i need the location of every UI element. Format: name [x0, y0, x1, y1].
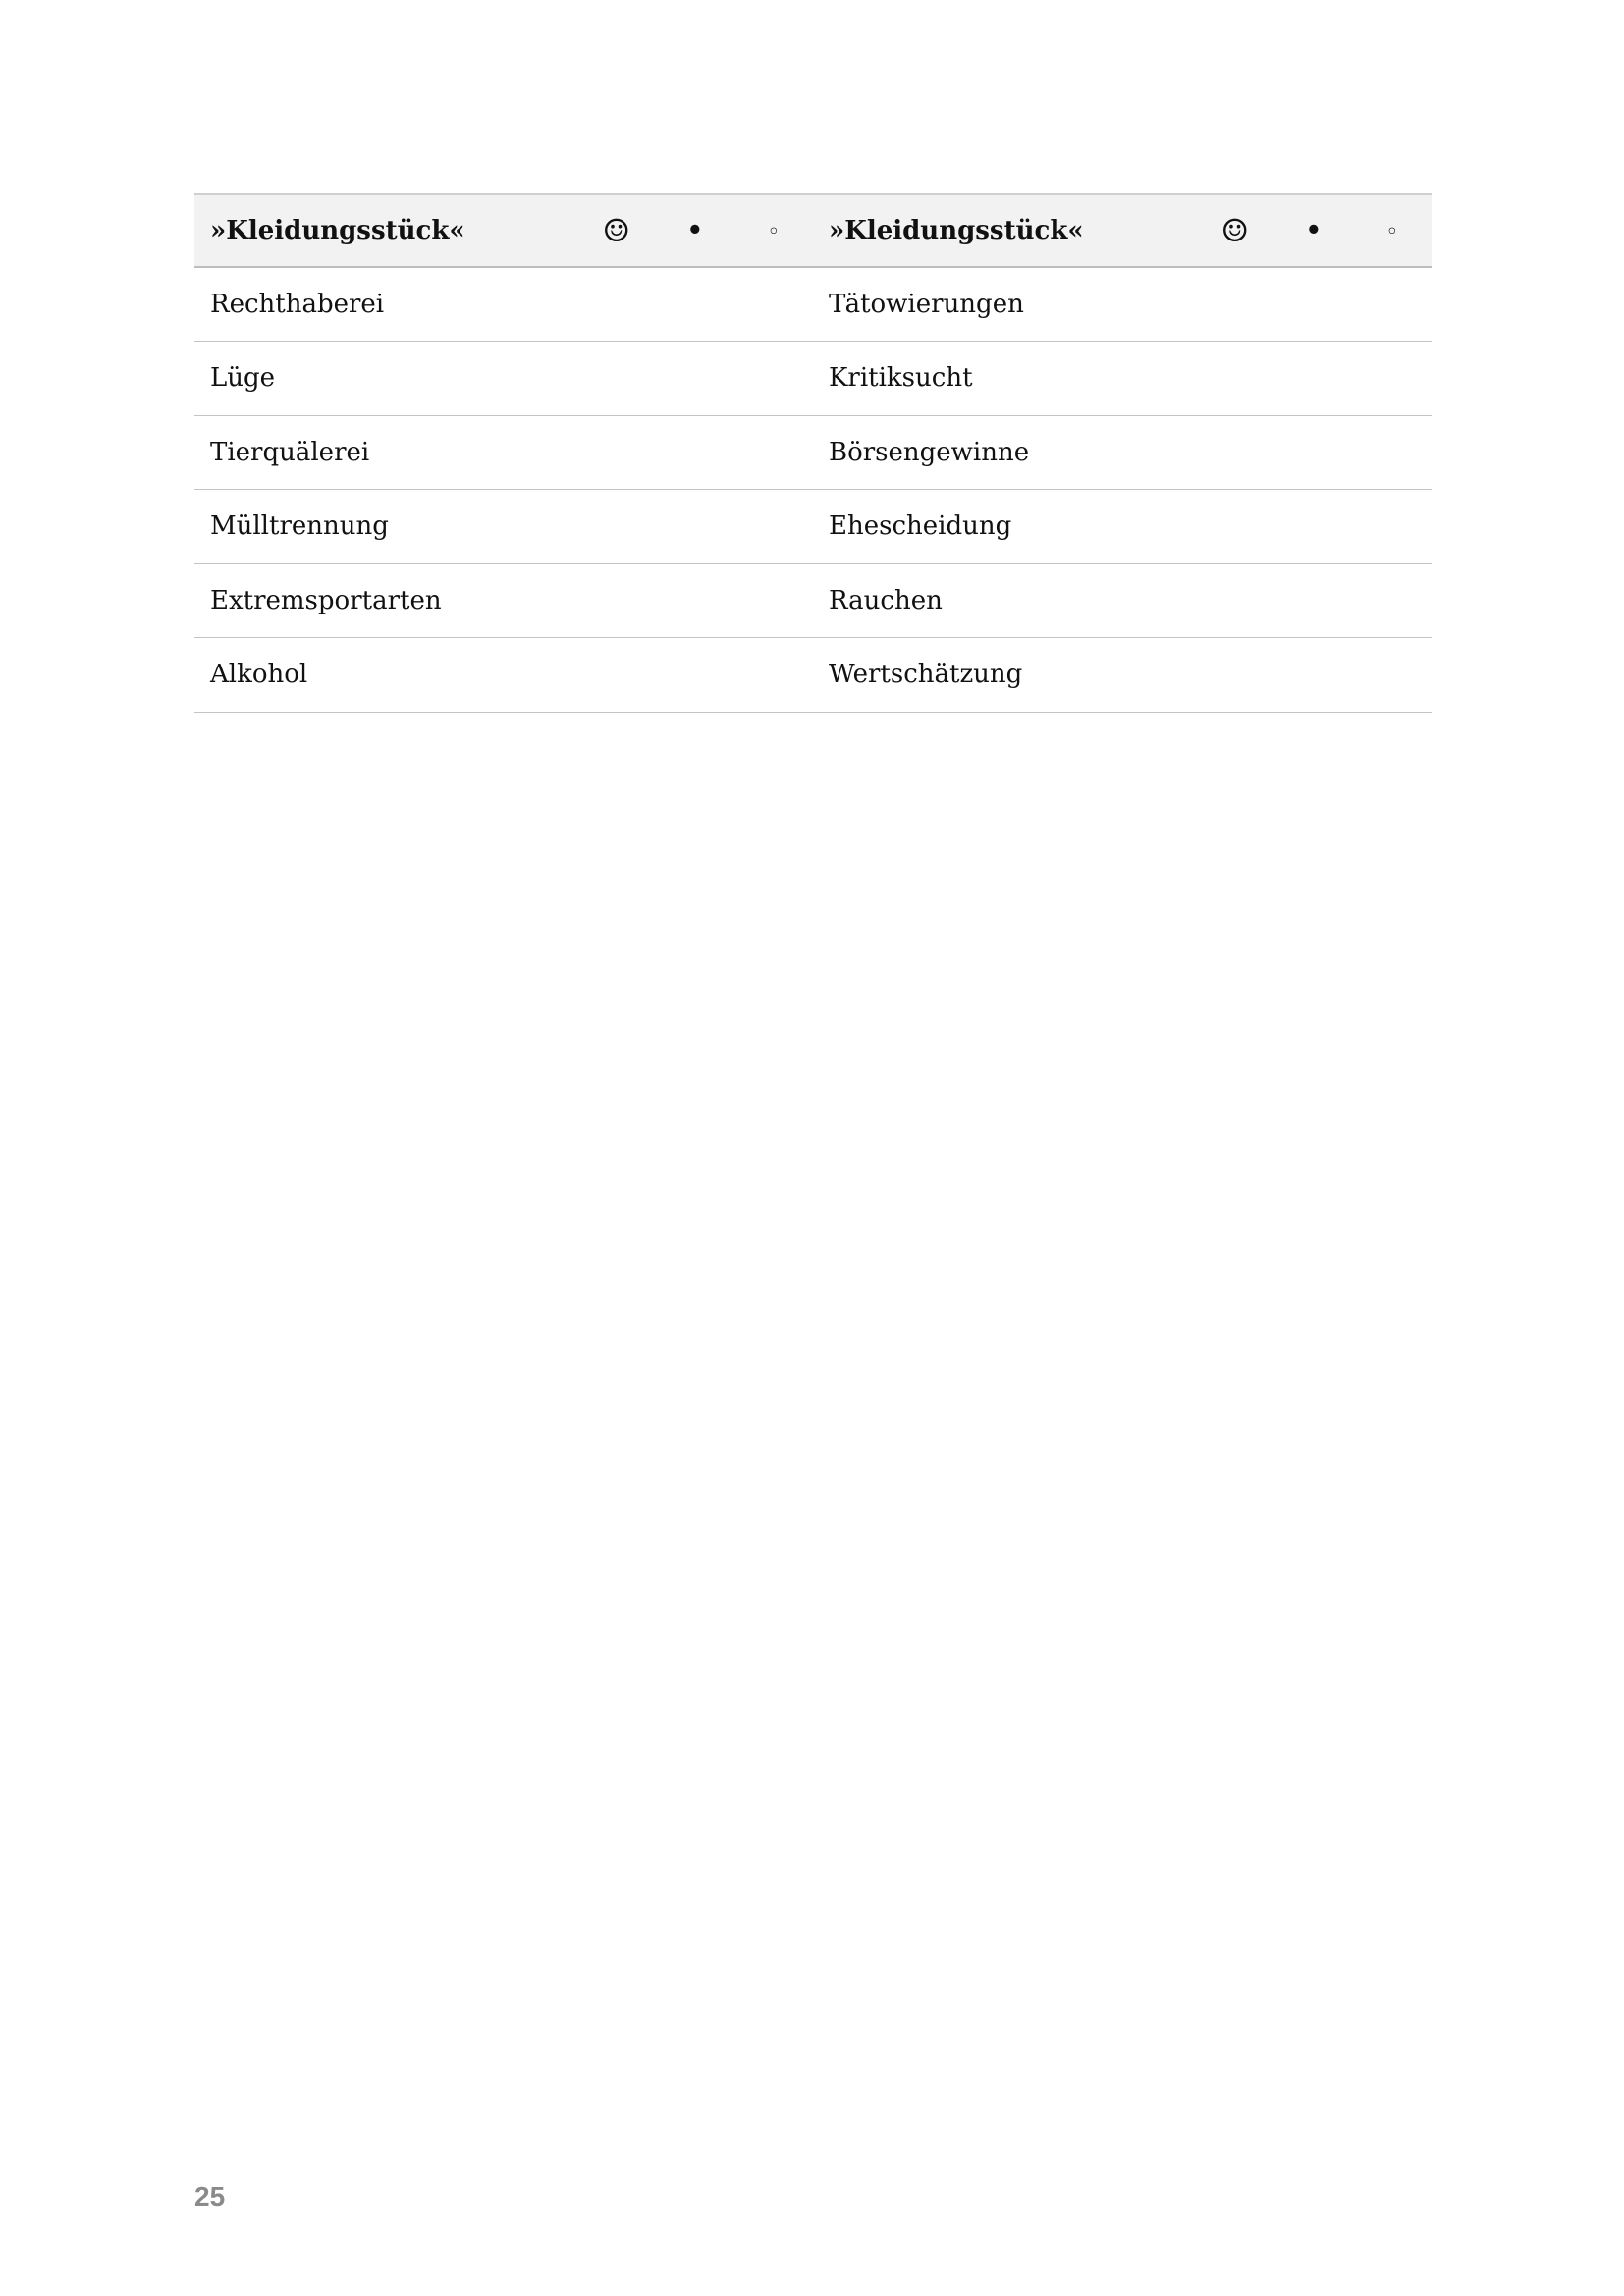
- rating-cell-neutral: [1274, 415, 1353, 490]
- smiley-icon: [1196, 194, 1274, 267]
- rating-cell-dislike: [1353, 342, 1432, 416]
- header-left-label: »Kleidungsstück«: [210, 216, 465, 245]
- rating-cell-neutral: [656, 267, 734, 342]
- rating-cell-dislike: [734, 267, 813, 342]
- filled-dot-icon-glyph: •: [1305, 216, 1323, 245]
- rating-cell-neutral: [656, 490, 734, 564]
- table-row: [194, 638, 1432, 713]
- rating-cell-dislike: [734, 342, 813, 416]
- rating-cell-neutral: [1274, 267, 1353, 342]
- page-number: 25: [194, 2181, 226, 2212]
- open-circle-icon-glyph: ◦: [767, 219, 781, 244]
- rating-cell-like: [577, 342, 656, 416]
- rating-cell-like: [1196, 415, 1274, 490]
- row-left-term: Extremsportarten: [210, 585, 442, 615]
- row-right-term: Ehescheidung: [828, 511, 1012, 542]
- rating-cell-like: [577, 563, 656, 638]
- rating-cell-neutral: [1274, 563, 1353, 638]
- open-circle-icon: [1353, 194, 1432, 267]
- filled-dot-icon: [656, 194, 734, 267]
- row-left-term: Rechthaberei: [210, 290, 385, 319]
- rating-cell-like: [1196, 638, 1274, 713]
- rating-cell-like: [577, 638, 656, 713]
- rating-cell-like: [1196, 490, 1274, 564]
- row-right-term: Kritiksucht: [828, 363, 973, 394]
- row-right-term: Börsengewinne: [828, 437, 1030, 467]
- rating-cell-like: [1196, 563, 1274, 638]
- rating-cell-dislike: [1353, 490, 1432, 564]
- filled-dot-icon: [1274, 194, 1353, 267]
- row-right-term: Wertschätzung: [828, 660, 1023, 690]
- table-row: [194, 267, 1432, 342]
- table-row: [194, 342, 1432, 416]
- row-left-term: Lüge: [210, 363, 276, 394]
- open-circle-icon-glyph: ◦: [1385, 219, 1399, 244]
- rating-table-container: [194, 193, 1432, 713]
- rating-cell-neutral: [1274, 342, 1353, 416]
- row-left-term: Mülltrennung: [210, 511, 389, 542]
- rating-cell-dislike: [1353, 267, 1432, 342]
- open-circle-icon: [734, 194, 813, 267]
- rating-cell-neutral: [656, 415, 734, 490]
- smiley-icon: [577, 194, 656, 267]
- rating-cell-dislike: [734, 415, 813, 490]
- smiley-icon-glyph: ☺: [602, 212, 631, 249]
- row-right-term: Tätowierungen: [828, 290, 1024, 319]
- rating-cell-like: [1196, 267, 1274, 342]
- row-left-term: Alkohol: [210, 660, 308, 690]
- rating-cell-like: [577, 490, 656, 564]
- rating-cell-dislike: [1353, 638, 1432, 713]
- rating-cell-neutral: [656, 342, 734, 416]
- rating-cell-neutral: [1274, 490, 1353, 564]
- rating-cell-like: [577, 267, 656, 342]
- smiley-icon-glyph: ☺: [1220, 212, 1249, 249]
- table-row: [194, 415, 1432, 490]
- rating-cell-neutral: [1274, 638, 1353, 713]
- header-right-label: »Kleidungsstück«: [828, 216, 1084, 245]
- rating-cell-dislike: [1353, 563, 1432, 638]
- table-row: [194, 490, 1432, 564]
- rating-cell-like: [1196, 342, 1274, 416]
- table-header-row: [194, 194, 1432, 267]
- table-row: [194, 563, 1432, 638]
- rating-cell-neutral: [656, 563, 734, 638]
- row-left-term: Tierquälerei: [210, 437, 370, 467]
- row-right-term: Rauchen: [828, 585, 943, 615]
- rating-cell-like: [577, 415, 656, 490]
- rating-cell-dislike: [734, 638, 813, 713]
- rating-cell-dislike: [734, 563, 813, 638]
- rating-table: [194, 193, 1432, 713]
- filled-dot-icon-glyph: •: [686, 216, 704, 245]
- rating-cell-dislike: [734, 490, 813, 564]
- rating-cell-neutral: [656, 638, 734, 713]
- rating-cell-dislike: [1353, 415, 1432, 490]
